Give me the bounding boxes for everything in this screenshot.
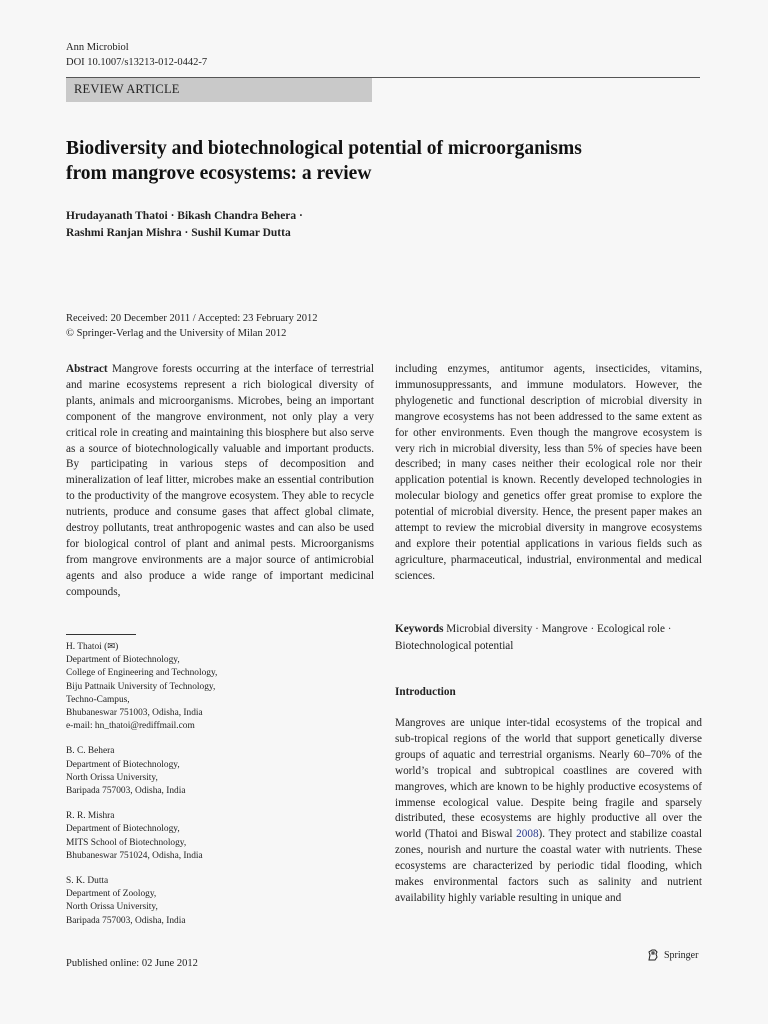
- affiliation-entry: [66, 875, 366, 928]
- keywords-text: Microbial diversity · Mangrove · Ecological role · Biotechnological potential: [395, 623, 672, 652]
- affiliation-author: H. Thatoi (✉): [66, 642, 119, 652]
- affiliation-entry: [66, 641, 366, 733]
- abstract-text-part2: including enzymes, antitumor agents, insecticides, vitamins, immunosuppressants, and immune modulators. However, the phylogenetic and functional description of microbial diversity in mangrove ecosystems has not been addressed to the same extent as for other environments. Even though the mangrove ecosystem is very rich in microbial diversity, less than 5% of species have been described; in many cases neither their ecological role nor their application potential is known. Recently developed technologies in molecular biology and genetics offer great promise to explore the potential of microbial diversity. Hence, the present paper makes an attempt to review the microbial diversity in mangrove ecosystems and explore their potential applications in various fields such as agriculture, pharmaceutical, industrial, environmental and medical sciences.: [395, 363, 702, 582]
- introduction-text: [395, 716, 702, 907]
- author-line: Hrudayanath Thatoi · Bikash Chandra Behera ·: [66, 210, 303, 222]
- affiliation-line: Bhubaneswar 751024, Odisha, India: [66, 850, 203, 861]
- published-date: Published online: 02 June 2012: [66, 958, 198, 969]
- journal-header: [66, 40, 207, 70]
- footnote-rule: [66, 634, 136, 635]
- keywords-block: [395, 621, 702, 654]
- title-line: Biodiversity and biotechnological potential of microorganisms: [66, 138, 582, 159]
- abstract-text-part1: Mangrove forests occurring at the interface of terrestrial and marine ecosystems represent a rich biological diversity of plants, animals and microorganisms. Microbes, being an important component of the mangrove environment, not only play a very critical role in creating and maintaining this biosphere but also serve as a source of biotechnologically valuable and important products. By participating in various steps of decomposition and mineralization of leaf litter, microbes make an essential contribution to the productivity of the mangrove ecosystem. They able to recycle nutrients, produce and consume gases that affect global climate, destroy pollutants, treat anthropogenic wastes and can also be used for biological control of plant and animal pests. Microorganisms from mangrove environments are a major source of antimicrobial agents and also produce a wide range of important medicinal compounds,: [66, 363, 375, 598]
- email-link[interactable]: e-mail: hn_thatoi@rediffmail.com: [66, 721, 195, 732]
- publisher-name: Springer: [664, 949, 699, 961]
- affiliation-line: Bhubaneswar 751003, Odisha, India: [66, 708, 203, 719]
- affiliation-line: Department of Biotechnology,: [66, 824, 180, 835]
- author-list: [66, 208, 466, 242]
- article-dates: [66, 311, 318, 341]
- affiliation-line: Baripada 757003, Odisha, India: [66, 915, 186, 926]
- affiliation-entry: [66, 745, 366, 798]
- affiliation-line: Biju Pattnaik University of Technology,: [66, 681, 216, 692]
- citation-link[interactable]: 2008: [516, 828, 539, 841]
- paper-title: [66, 136, 706, 186]
- keywords-label: Keywords: [395, 623, 444, 635]
- author-line: Rashmi Ranjan Mishra · Sushil Kumar Dutta: [66, 227, 291, 239]
- journal-name: Ann Microbiol: [66, 42, 129, 53]
- publisher-logo: [646, 948, 698, 962]
- title-line: from mangrove ecosystems: a review: [66, 163, 372, 184]
- affiliations: [66, 641, 366, 940]
- affiliation-author: B. C. Behera: [66, 746, 115, 757]
- affiliation-line: Department of Biotechnology,: [66, 759, 180, 770]
- affiliation-line: North Orissa University,: [66, 902, 158, 913]
- affiliation-line: Department of Biotechnology,: [66, 655, 180, 666]
- affiliation-line: Techno-Campus,: [66, 694, 130, 705]
- affiliation-line: MITS School of Biotechnology,: [66, 837, 187, 848]
- affiliation-entry: [66, 810, 366, 863]
- abstract-label: Abstract: [66, 363, 108, 375]
- abstract-left-column: [66, 362, 374, 601]
- intro-text-before: Mangroves are unique inter-tidal ecosystems of the tropical and sub-tropical regions of the world that support genetically diverse groups of aquatic and terrestrial organisms. Nearly 60–70% of the world’s tropical and subtropical coastlines are covered with mangroves, which are known to be highly productive ecosystems of immense ecological value. Despite being fragile and sparsely distributed, these ecosystems are highly productive all over the world (Thatoi and Biswal: [395, 717, 702, 841]
- article-type-badge: REVIEW ARTICLE: [66, 78, 372, 102]
- doi: DOI 10.1007/s13213-012-0442-7: [66, 57, 208, 68]
- affiliation-line: College of Engineering and Technology,: [66, 668, 218, 679]
- affiliation-author: R. R. Mishra: [66, 811, 115, 822]
- abstract-right-column: [395, 362, 702, 585]
- received-accepted: Received: 20 December 2011 / Accepted: 23 February 2012: [66, 313, 318, 324]
- affiliation-author: S. K. Dutta: [66, 876, 109, 887]
- springer-horse-icon: [646, 948, 660, 962]
- affiliation-line: North Orissa University,: [66, 772, 158, 783]
- copyright-notice: © Springer-Verlag and the University of Milan 2012: [66, 328, 287, 339]
- introduction-heading: Introduction: [395, 686, 456, 698]
- intro-text-after: ). They protect and stabilize coastal zones, nourish and nurture the coastal water with nutrients. These ecosystems are characterized by periodic tidal flooding, which makes environmental factors such as salinity and nutrient availability highly variable resulting in unique and: [395, 828, 703, 904]
- affiliation-line: Department of Zoology,: [66, 889, 157, 900]
- affiliation-line: Baripada 757003, Odisha, India: [66, 786, 186, 797]
